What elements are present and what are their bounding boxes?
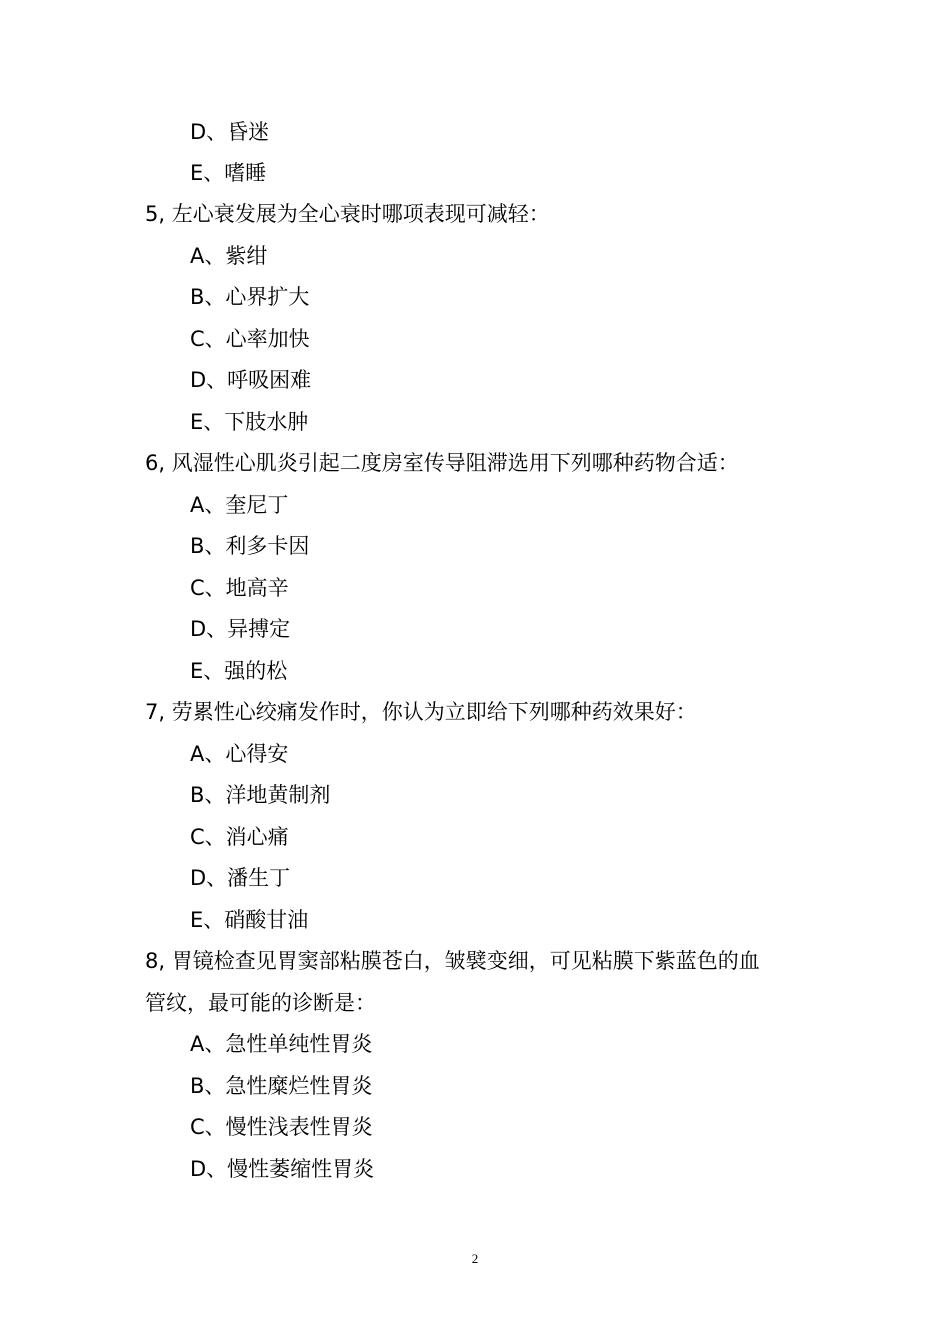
option-item: B、洋地黄制剂	[190, 783, 331, 807]
option-item: A、奎尼丁	[190, 493, 289, 517]
option-item: E、嗜睡	[190, 161, 267, 185]
option-item: D、呼吸困难	[190, 368, 312, 392]
option-item: C、心率加快	[190, 327, 310, 351]
question-stem: 8, 胃镜检查见胃窦部粘膜苍白，皱襞变细，可见粘膜下紫蓝色的血	[145, 949, 760, 973]
option-item: E、硝酸甘油	[190, 908, 309, 932]
option-item: E、下肢水肿	[190, 410, 309, 434]
option-item: D、慢性萎缩性胃炎	[190, 1157, 375, 1181]
option-item: E、强的松	[190, 659, 288, 683]
option-item: B、急性糜烂性胃炎	[190, 1074, 373, 1098]
question-stem: 6, 风湿性心肌炎引起二度房室传导阻滞选用下列哪种药物合适：	[145, 451, 739, 475]
page-number: 2	[471, 1251, 479, 1266]
option-item: D、昏迷	[190, 120, 270, 144]
question-stem: 5, 左心衰发展为全心衰时哪项表现可减轻：	[145, 202, 550, 226]
option-item: B、利多卡因	[190, 534, 310, 558]
question-stem: 7, 劳累性心绞痛发作时，你认为立即给下列哪种药效果好：	[145, 700, 697, 724]
option-item: B、心界扩大	[190, 285, 310, 309]
question-stem-continued: 管纹，最可能的诊断是：	[145, 991, 376, 1015]
option-item: A、心得安	[190, 742, 289, 766]
option-item: D、异搏定	[190, 617, 291, 641]
option-item: D、潘生丁	[190, 866, 291, 890]
option-item: A、急性单纯性胃炎	[190, 1032, 373, 1056]
option-item: C、地高辛	[190, 576, 289, 600]
option-item: C、消心痛	[190, 825, 289, 849]
option-item: C、慢性浅表性胃炎	[190, 1115, 373, 1139]
option-item: A、紫绀	[190, 244, 268, 268]
